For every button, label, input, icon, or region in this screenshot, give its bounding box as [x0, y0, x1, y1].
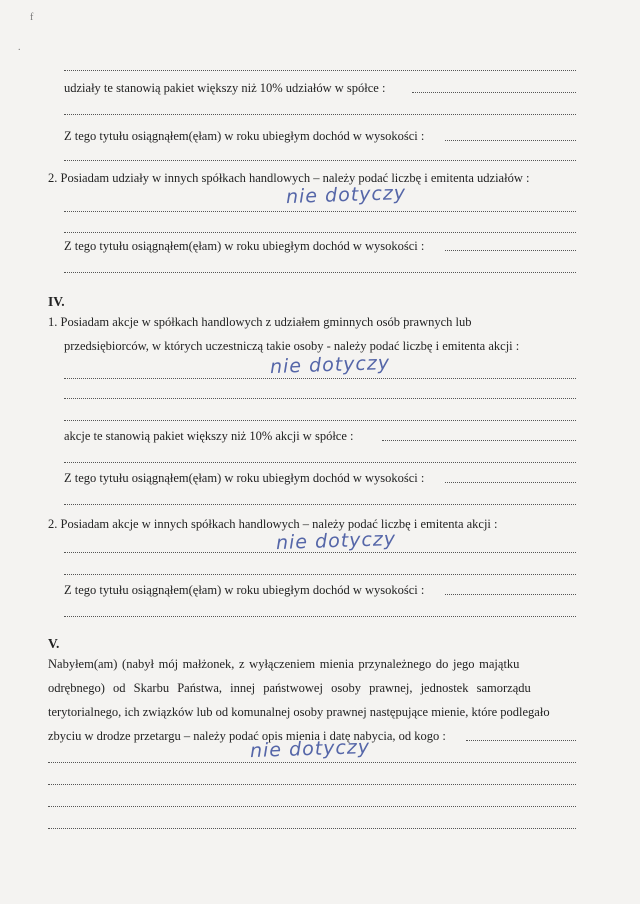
dotted-line: [412, 82, 576, 93]
dotted-line: [445, 472, 576, 483]
dotted-line: [445, 584, 576, 595]
paragraph-line: terytorialnego, ich związków lub od komunalnej osoby prawnej następujące mienie, które podlegało: [48, 705, 550, 719]
shares-package-label: udziały te stanowią pakiet większy niż 10% udziałów w spółce :: [64, 81, 386, 95]
item-1-label-cont: przedsiębiorców, w których uczestniczą takie osoby - należy podać liczbę i emitenta akcji :: [64, 339, 520, 353]
dotted-line: [64, 564, 576, 575]
handwritten-not-applicable: nie dotyczy: [249, 735, 371, 763]
dotted-line: [466, 730, 576, 741]
section-header: V.: [48, 636, 60, 651]
handwritten-not-applicable: nie dotyczy: [275, 527, 397, 555]
dotted-line: [64, 222, 576, 233]
income-label: Z tego tytułu osiągnąłem(ęłam) w roku ubiegłym dochód w wysokości :: [64, 129, 425, 143]
margin-mark: .: [18, 42, 21, 53]
dotted-line: [64, 494, 576, 505]
dotted-line: [445, 130, 576, 141]
paragraph-line: odrębnego) od Skarbu Państwa, innej państwowej osoby prawnej, jednostek samorządu: [48, 681, 531, 695]
section-header: IV.: [48, 294, 65, 309]
dotted-line: [48, 818, 576, 829]
margin-mark: f: [30, 12, 34, 23]
dotted-line: [48, 796, 576, 807]
dotted-line: [64, 262, 576, 273]
dotted-line: [382, 430, 576, 441]
handwritten-not-applicable: nie dotyczy: [285, 181, 407, 209]
income-label: Z tego tytułu osiągnąłem(ęłam) w roku ubiegłym dochód w wysokości :: [64, 583, 425, 597]
dotted-line: [445, 240, 576, 251]
dotted-line: [64, 452, 576, 463]
item-1-label: 1. Posiadam akcje w spółkach handlowych z udziałem gminnych osób prawnych lub: [48, 315, 472, 329]
dotted-line: [48, 774, 576, 785]
paragraph-line: zbyciu w drodze przetargu – należy podać opis mienia i datę nabycia, od kogo :: [48, 729, 446, 743]
shares-package-label: akcje te stanowią pakiet większy niż 10% akcji w spółce :: [64, 429, 354, 443]
paragraph-line: Nabyłem(am) (nabył mój małżonek, z wyłączeniem mienia przynależnego do jego majątku: [48, 657, 520, 671]
dotted-line: [64, 60, 576, 71]
item-2-label: 2. Posiadam udziały w innych spółkach handlowych – należy podać liczbę i emitenta udziałów :: [48, 171, 530, 185]
dotted-line: [64, 150, 576, 161]
handwritten-not-applicable: nie dotyczy: [269, 351, 391, 379]
dotted-line: [64, 104, 576, 115]
dotted-line: [64, 388, 576, 399]
item-2-label: 2. Posiadam akcje w innych spółkach handlowych – należy podać liczbę i emitenta akcji :: [48, 517, 498, 531]
dotted-line: [64, 410, 576, 421]
income-label: Z tego tytułu osiągnąłem(ęłam) w roku ubiegłym dochód w wysokości :: [64, 239, 425, 253]
dotted-line: [64, 606, 576, 617]
income-label: Z tego tytułu osiągnąłem(ęłam) w roku ubiegłym dochód w wysokości :: [64, 471, 425, 485]
